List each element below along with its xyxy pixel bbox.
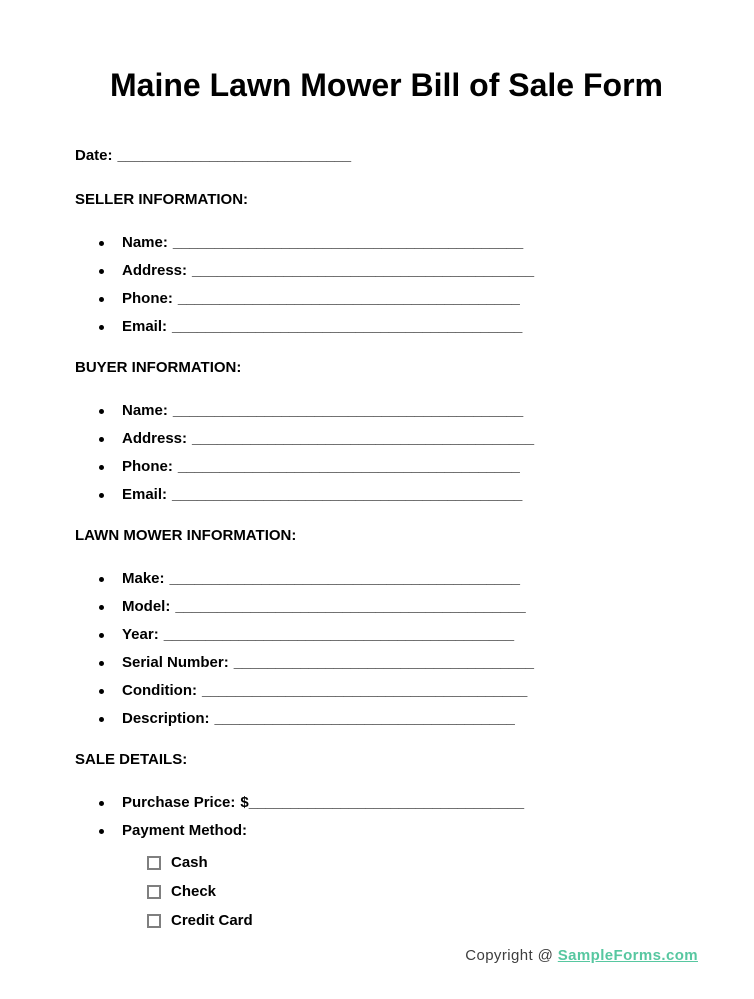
- field-label: Make:: [122, 570, 165, 587]
- bullet-icon: [99, 801, 104, 806]
- checkbox-label: Cash: [171, 854, 208, 871]
- payment-option-cash: [75, 853, 698, 873]
- lawn-mower-fields-list: [75, 569, 698, 729]
- seller-fields-list: [75, 233, 698, 337]
- sampleforms-link[interactable]: SampleForms.com: [557, 947, 698, 964]
- field-label: Email:: [122, 486, 168, 503]
- field-label: Year:: [122, 626, 159, 643]
- mower-condition-row: [75, 681, 698, 701]
- field-blank-line: __________________________________________: [172, 486, 523, 503]
- buyer-name-row: [75, 401, 698, 421]
- field-blank-line: _________________________________: [248, 794, 525, 811]
- field-blank-line: __________________________________________: [163, 626, 515, 643]
- bullet-icon: [99, 605, 104, 610]
- checkbox-check[interactable]: [147, 885, 161, 899]
- footer: [465, 946, 698, 966]
- field-label: Condition:: [122, 682, 197, 699]
- date-row: [75, 146, 698, 166]
- bullet-icon: [99, 409, 104, 414]
- bullet-icon: [99, 465, 104, 470]
- date-blank-line: ____________________________: [117, 147, 352, 164]
- document-title: Maine Lawn Mower Bill of Sale Form: [110, 67, 663, 103]
- field-blank-line: _________________________________________: [177, 290, 520, 307]
- field-label: Phone:: [122, 458, 173, 475]
- payment-method-row: [75, 821, 698, 841]
- field-blank-line: __________________________________________: [172, 234, 524, 251]
- bullet-icon: [99, 493, 104, 498]
- checkbox-label: Check: [171, 883, 217, 900]
- section-heading-lawn-mower: LAWN MOWER INFORMATION:: [75, 527, 297, 544]
- bullet-icon: [99, 269, 104, 274]
- checkbox-cash[interactable]: [147, 856, 161, 870]
- section-heading-seller: SELLER INFORMATION:: [75, 191, 249, 208]
- dollar-sign: $: [240, 794, 249, 811]
- bullet-icon: [99, 661, 104, 666]
- checkbox-label: Credit Card: [171, 912, 253, 929]
- mower-make-row: [75, 569, 698, 589]
- field-blank-line: __________________________________________: [172, 402, 524, 419]
- field-label: Address:: [122, 262, 188, 279]
- checkbox-credit-card[interactable]: [147, 914, 161, 928]
- seller-name-row: [75, 233, 698, 253]
- buyer-address-row: [75, 429, 698, 449]
- bullet-icon: [99, 437, 104, 442]
- buyer-phone-row: [75, 457, 698, 477]
- mower-description-row: [75, 709, 698, 729]
- payment-option-credit-card: [75, 911, 698, 931]
- bullet-icon: [99, 829, 104, 834]
- field-label: Model:: [122, 598, 171, 615]
- field-blank-line: ____________________________________: [233, 654, 535, 671]
- field-label: Name:: [122, 234, 168, 251]
- copyright-text: Copyright @: [465, 947, 558, 964]
- field-label: Name:: [122, 402, 168, 419]
- field-label: Payment Method:: [122, 822, 248, 839]
- seller-email-row: [75, 317, 698, 337]
- date-label: Date:: [75, 147, 113, 164]
- field-blank-line: _________________________________________: [192, 262, 535, 279]
- bullet-icon: [99, 325, 104, 330]
- field-blank-line: _________________________________________: [177, 458, 520, 475]
- field-blank-line: _________________________________________: [192, 430, 535, 447]
- field-blank-line: __________________________________________: [175, 598, 526, 615]
- seller-phone-row: [75, 289, 698, 309]
- section-heading-sale-details: SALE DETAILS:: [75, 751, 188, 768]
- payment-options-list: [75, 853, 698, 931]
- section-heading-buyer: BUYER INFORMATION:: [75, 359, 242, 376]
- field-blank-line: _______________________________________: [201, 682, 528, 699]
- buyer-email-row: [75, 485, 698, 505]
- buyer-fields-list: [75, 401, 698, 505]
- field-label: Serial Number:: [122, 654, 229, 671]
- mower-year-row: [75, 625, 698, 645]
- bullet-icon: [99, 297, 104, 302]
- bullet-icon: [99, 633, 104, 638]
- field-blank-line: __________________________________________: [172, 318, 523, 335]
- field-blank-line: __________________________________________: [169, 570, 520, 587]
- field-label: Phone:: [122, 290, 173, 307]
- sale-details-list: [75, 793, 698, 841]
- mower-serial-number-row: [75, 653, 698, 673]
- bullet-icon: [99, 717, 104, 722]
- bullet-icon: [99, 689, 104, 694]
- bullet-icon: [99, 241, 104, 246]
- mower-model-row: [75, 597, 698, 617]
- bullet-icon: [99, 577, 104, 582]
- payment-option-check: [75, 882, 698, 902]
- field-label: Address:: [122, 430, 188, 447]
- seller-address-row: [75, 261, 698, 281]
- field-label: Purchase Price:: [122, 794, 236, 811]
- purchase-price-row: [75, 793, 698, 813]
- field-label: Email:: [122, 318, 168, 335]
- field-blank-line: ____________________________________: [214, 710, 515, 727]
- field-label: Description:: [122, 710, 210, 727]
